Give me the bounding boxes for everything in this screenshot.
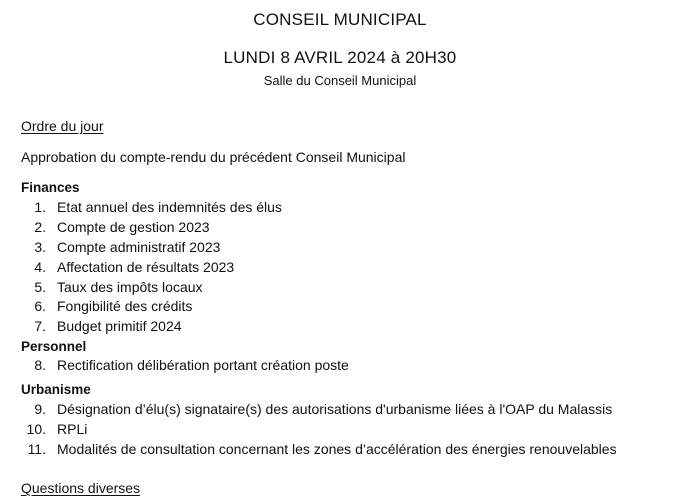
item-number: 7.	[34, 318, 46, 335]
section-title-urbanisme: Urbanisme	[21, 382, 91, 397]
item-number: 11.	[27, 440, 46, 457]
item-number: 3.	[34, 238, 46, 255]
questions-heading: Questions diverses	[21, 480, 141, 496]
list-item	[0, 238, 680, 258]
item-text: Compte de gestion 2023	[57, 218, 210, 235]
meeting-location: Salle du Conseil Municipal	[263, 73, 417, 88]
approval-item: Approbation du compte-rendu du précédent Conseil Municipal	[21, 149, 406, 165]
urbanisme-list	[0, 400, 680, 460]
list-item	[0, 317, 680, 337]
item-text: RPLi	[57, 420, 88, 437]
item-text: Rectification délibération portant création poste	[57, 357, 349, 373]
section-title-finances: Finances	[21, 180, 80, 195]
item-number: 6.	[34, 298, 46, 315]
list-item	[0, 400, 680, 420]
item-text: Compte administratif 2023	[57, 238, 221, 255]
agenda-heading: Ordre du jour	[21, 118, 104, 134]
list-item	[0, 356, 680, 376]
personnel-list	[0, 356, 680, 376]
list-item	[0, 258, 680, 278]
meeting-date: LUNDI 8 AVRIL 2024 à 20H30	[223, 48, 457, 67]
item-number: 8.	[34, 357, 46, 373]
item-text: Taux des impôts locaux	[57, 278, 203, 295]
list-item	[0, 218, 680, 238]
list-item	[0, 297, 680, 317]
list-item	[0, 278, 680, 298]
item-number: 1.	[34, 199, 46, 215]
item-text: Affectation de résultats 2023	[57, 258, 235, 275]
item-text: Modalités de consultation concernant les zones d’accélération des énergies renouvelables	[57, 440, 617, 457]
finances-list	[0, 198, 680, 337]
list-item	[0, 420, 680, 440]
item-number: 9.	[34, 401, 46, 417]
item-number: 5.	[34, 278, 46, 295]
list-item	[0, 198, 680, 218]
section-title-personnel: Personnel	[21, 339, 87, 354]
item-text: Etat annuel des indemnités des élus	[57, 199, 282, 215]
item-number: 4.	[34, 258, 46, 275]
item-text: Désignation d’élu(s) signataire(s) des autorisations d'urbanisme liées à l'OAP du Malassis	[57, 401, 613, 417]
document-title: CONSEIL MUNICIPAL	[253, 10, 427, 29]
item-number: 10.	[26, 420, 46, 437]
list-item	[0, 440, 680, 460]
item-number: 2.	[34, 218, 46, 235]
item-text: Budget primitif 2024	[57, 318, 182, 335]
item-text: Fongibilité des crédits	[57, 298, 193, 315]
